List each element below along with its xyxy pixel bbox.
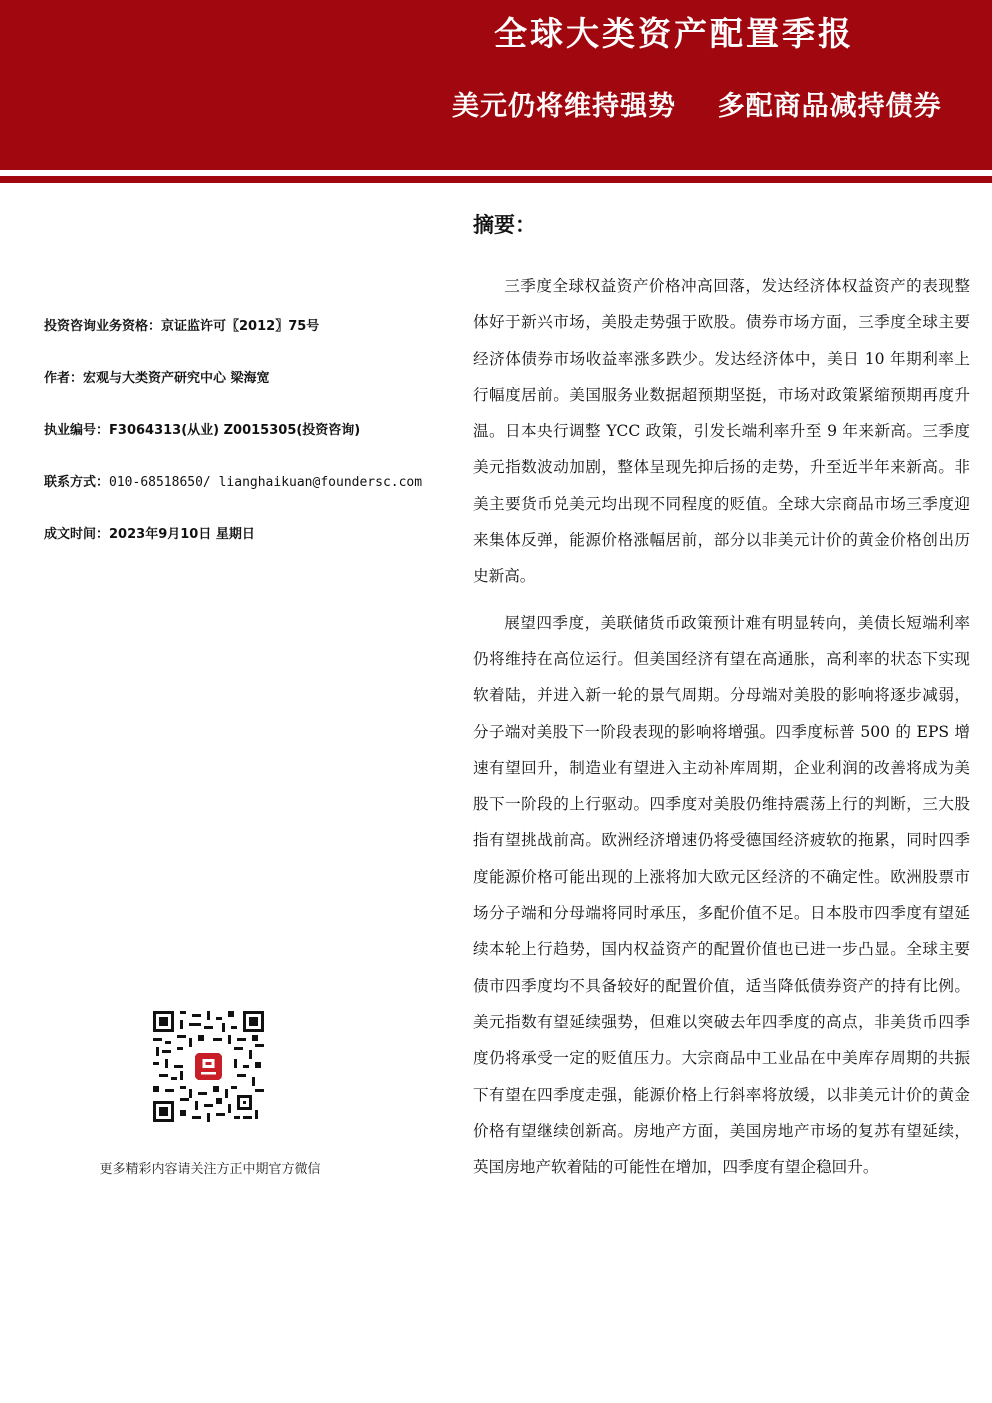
summary-paragraph-2: 展望四季度，美联储货币政策预计难有明显转向，美债长短端利率仍将维持在高位运行。但美国经济有望在高通胀，高利率的状态下实现软着陆，并进入新一轮的景气周期。分母端对美股的影响将逐步减弱，分子端对美股下一阶段表现的影响将增强。四季度标普 500 的 EPS 增速有望回升，制造业有望进入主动补库周期，企业利润的改善将成为美股下一阶段的上行驱动。四季度对美股仍维持震荡上行的判断，三大股指有望挑战前高。欧洲经济增速仍将受德国经济疲软的拖累，同时四季度能源价格可能出现的上涨将加大欧元区经济的不确定性。欧洲股票市场分子端和分母端将同时承压，多配价值不足。日本股市四季度有望延续本轮上行趋势，国内权益资产的配置价值也已进一步凸显。全球主要债市四季度均不具备较好的配置价值，适当降低债券资产的持有比例。美元指数有望延续强势，但难以突破去年四季度的高点，非美货币四季度仍将承受一定的贬值压力。大宗商品中工业品在中美库存周期的共振下有望在四季度走强，能源价格上行斜率将放缓，以非美元计价的黄金价格有望继续创新高。房地产方面，美国房地产市场的复苏有望延续，英国房地产软着陆的可能性在增加，四季度有望企稳回升。 <box>473 613 970 1177</box>
summary-paragraph-1: 三季度全球权益资产价格冲高回落，发达经济体权益资产的表现整体好于新兴市场，美股走势强于欧股。债券市场方面，三季度全球主要经济体债券市场收益率涨多跌少。发达经济体中，美日 10 年期利率上行幅度居前。美国服务业数据超预期坚挺，市场对政策紧缩预期再度升温。日本央行调整 YCC 政策，引发长端利率升至 9 年来新高。三季度美元指数波动加剧，整体呈现先抑后扬的走势，升至近半年来新高。非美主要货币兑美元均出现不同程度的贬值。全球大宗商品市场三季度迎来集体反弹，能源价格涨幅居前，部分以非美元计价的黄金价格创出历史新高。 <box>473 277 970 586</box>
report-title: 全球大类资产配置季报 <box>494 14 854 53</box>
author-label: 作者： <box>44 371 84 386</box>
contact-line <box>44 470 444 496</box>
summary-heading: 摘要： <box>473 213 536 237</box>
license-value: F3064313(从业) Z0015305(投资咨询) <box>109 423 361 438</box>
report-metadata <box>44 314 444 574</box>
qr-code-icon <box>153 1011 264 1122</box>
header-divider <box>0 176 992 183</box>
license-line <box>44 418 444 444</box>
date-label: 成文时间： <box>44 527 110 542</box>
summary-body <box>473 268 970 1195</box>
license-label: 执业编号： <box>44 423 110 438</box>
author-line <box>44 366 444 392</box>
qualification-label: 投资咨询业务资格： <box>44 319 162 334</box>
qualification-value: 京证监许可〖2012〗75号 <box>161 319 320 334</box>
report-subtitle: 美元仍将维持强势 多配商品减持债券 <box>452 91 942 122</box>
date-line <box>44 522 444 548</box>
qualification-line <box>44 314 444 340</box>
author-value: 宏观与大类资产研究中心 梁海宽 <box>83 371 270 386</box>
qr-caption: 更多精彩内容请关注方正中期官方微信 <box>99 1162 321 1177</box>
date-value: 2023年9月10日 星期日 <box>109 527 255 542</box>
report-header-banner <box>0 0 992 170</box>
contact-label: 联系方式： <box>44 475 110 490</box>
contact-value: 010-68518650/ lianghaikuan@foundersc.com <box>109 475 423 490</box>
